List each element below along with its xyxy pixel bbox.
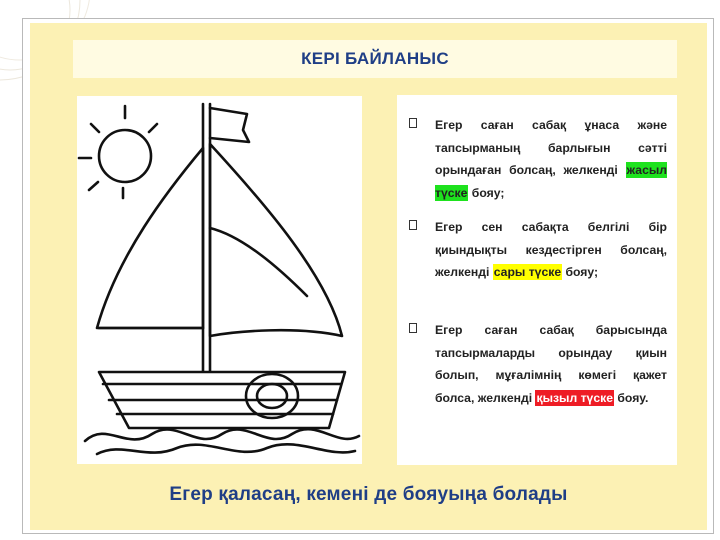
instruction-text-part: Егер саған сабақ барысында тапсырмаларды орындау қиын болып, мұғалімнің көмегі қажет болса, желкенді bbox=[435, 323, 667, 405]
checkbox-bullet-icon bbox=[409, 323, 417, 333]
instruction-text-part: бояу; bbox=[562, 265, 599, 280]
instruction-text bbox=[435, 319, 667, 409]
page-title: КЕРІ БАЙЛАНЫС bbox=[301, 49, 449, 68]
checkbox-bullet-icon bbox=[409, 118, 417, 128]
instruction-item-yellow bbox=[435, 216, 667, 284]
sailboat-coloring-image bbox=[77, 96, 362, 464]
sailboat-icon bbox=[77, 96, 362, 464]
title-box bbox=[73, 40, 677, 78]
instruction-text-part: бояу; bbox=[468, 185, 505, 200]
footer-caption: Егер қаласаң, кемені де бояуыңа болады bbox=[169, 484, 568, 505]
instruction-item-red bbox=[435, 319, 667, 409]
red-highlight: қызыл түске bbox=[536, 390, 613, 405]
yellow-highlight: сары түске bbox=[493, 265, 562, 280]
instruction-text bbox=[435, 216, 667, 284]
instruction-item-green bbox=[435, 114, 667, 204]
instruction-text-part: бояу. bbox=[614, 390, 649, 405]
instruction-text bbox=[435, 114, 667, 204]
instruction-text-part: Егер сен сабақта белгілі бір қиындықты кездестірген болсаң, желкенді bbox=[435, 220, 667, 280]
checkbox-bullet-icon bbox=[409, 220, 417, 230]
instructions-box bbox=[397, 95, 677, 465]
green-highlight: жасыл түске bbox=[435, 163, 667, 200]
instruction-text-part: Егер саған сабақ ұнаса және тапсырманың барлығын сәтті орындаған болсаң, желкенді bbox=[435, 118, 667, 178]
